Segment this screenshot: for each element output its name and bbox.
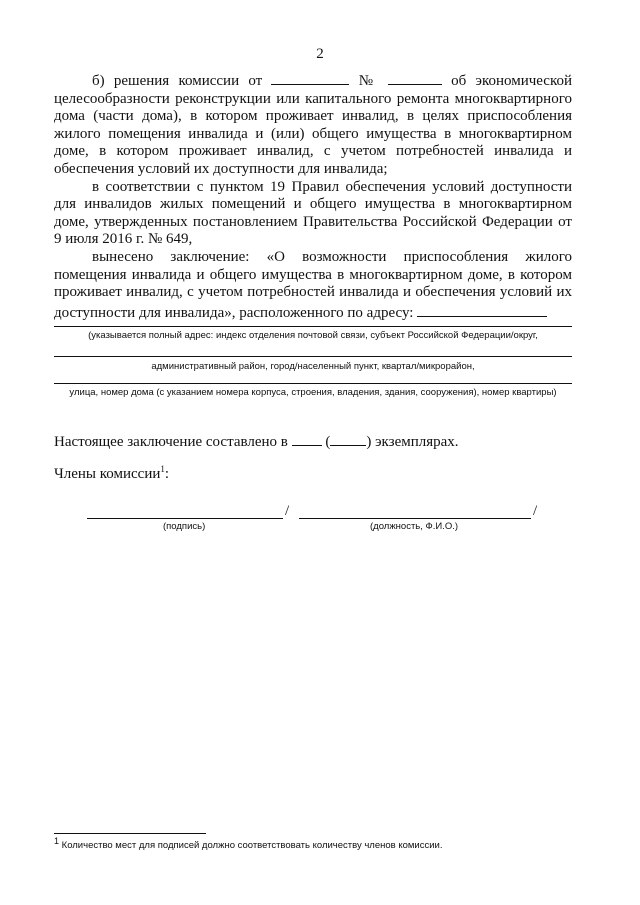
address-line-2[interactable] bbox=[54, 356, 572, 357]
signature-caption: (подпись) bbox=[163, 521, 206, 532]
address-hint-1: (указывается полный адрес: индекс отделения почтовой связи, субъект Российской Федерации/округ, bbox=[88, 330, 538, 341]
footnote-mark: 1 bbox=[54, 835, 60, 846]
copies-count-words-field[interactable] bbox=[330, 431, 366, 446]
members-footnote-mark: 1 bbox=[160, 464, 165, 474]
address-field-start[interactable] bbox=[417, 302, 547, 317]
paragraph-commission-decision bbox=[54, 70, 572, 179]
page-number: 2 bbox=[316, 46, 324, 62]
position-name-caption: (должность, Ф.И.О.) bbox=[370, 521, 459, 532]
position-name-line[interactable] bbox=[299, 518, 531, 519]
copies-text-before: Настоящее заключение составлено в bbox=[54, 434, 288, 450]
address-hint-3: улица, номер дома (с указанием номера корпуса, строения, владения, здания, сооружения), номер квартиры) bbox=[69, 387, 557, 398]
decision-body-text: об экономической целесообразности реконструкции или капитального ремонта многоквартирного дома (части дома), в котором проживает инвалид, в целях приспособления жилого помещения инвалида и (или) общего имущества в многоквартирном доме, в котором проживает инвалид, с учетом потребностей инвалида и обеспечения условий их доступности для инвалида; bbox=[54, 73, 573, 177]
copies-line bbox=[54, 431, 459, 451]
decision-date-field[interactable] bbox=[271, 70, 349, 85]
footnote bbox=[54, 835, 443, 851]
address-line-1[interactable] bbox=[54, 326, 572, 327]
footnote-text: Количество мест для подписей должно соответствовать количеству членов комиссии. bbox=[61, 840, 443, 851]
signature-slash-2: / bbox=[533, 503, 538, 519]
paragraph-conclusion bbox=[54, 249, 572, 322]
decision-prefix: б) решения комиссии от bbox=[92, 73, 263, 89]
address-line-3[interactable] bbox=[54, 383, 572, 384]
copies-text-after: ) экземплярах. bbox=[366, 434, 459, 450]
address-hint-2: административный район, город/населенный пункт, квартал/микрорайон, bbox=[151, 361, 475, 372]
conclusion-text: вынесено заключение: «О возможности приспособления жилого помещения инвалида и общего имущества в многоквартирном доме, в котором проживает инвалид, с учетом потребностей инвалида и обеспечения условий их доступности для инвалида», расположенного по адресу: bbox=[54, 248, 572, 321]
decision-number-sign: № bbox=[358, 73, 379, 89]
document-body bbox=[54, 70, 572, 322]
members-label-text: Члены комиссии bbox=[54, 466, 161, 482]
footnote-separator bbox=[54, 833, 206, 834]
members-colon: : bbox=[164, 466, 170, 482]
signature-slash-1: / bbox=[285, 503, 290, 519]
commission-members-label bbox=[54, 466, 169, 483]
signature-line[interactable] bbox=[87, 518, 283, 519]
copies-count-field[interactable] bbox=[292, 431, 322, 446]
paragraph-rules-reference: в соответствии с пунктом 19 Правил обеспечения условий доступности для инвалидов жилых помещений и общего имущества в многоквартирном доме, утвержденных постановлением Правительства Российской Федерации от 9 июля 2016 г. № 649, bbox=[54, 178, 572, 248]
copies-open-paren: ( bbox=[325, 434, 331, 450]
decision-number-field[interactable] bbox=[388, 70, 442, 85]
